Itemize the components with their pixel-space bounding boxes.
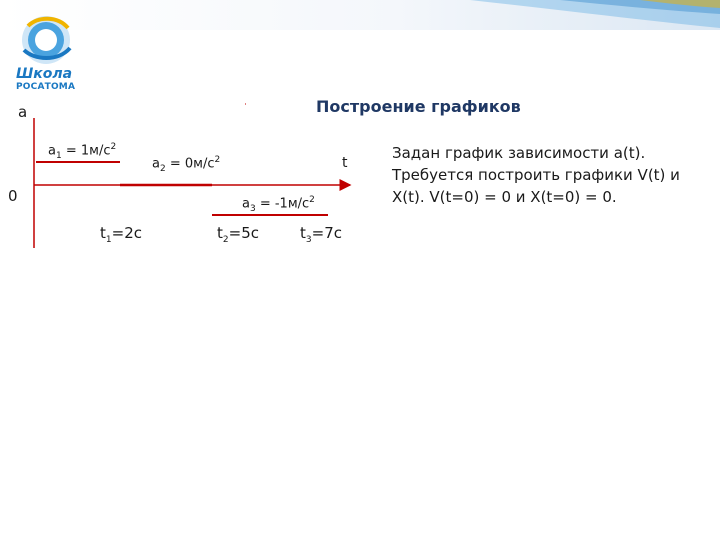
origin-label: 0 [8,187,18,205]
time-t2-label: $t_2=5с$ [217,224,259,245]
segment-a3-label: $a_3 = -1м/с^2$ [242,195,315,214]
problem-description: Задан график зависимости a(t). Требуется построить графики V(t) и X(t). V(t=0) = 0 и X(t=0) = 0. [392,144,680,206]
y-axis-label: a [18,103,28,121]
x-axis-label: t [342,155,348,171]
segment-a1-label: $a_1 = 1м/с^2$ [48,142,117,161]
logo-line-2: РОСАТОМА [16,82,76,92]
time-t1-label: $t_1=2с$ [100,224,142,245]
time-t3-label: $t_3=7с$ [300,224,342,245]
segment-a2-label: $a_2 = 0м/с^2$ [152,155,221,174]
logo-line-1: Школа [16,66,73,82]
slide-title: Построение графиков [316,97,521,116]
